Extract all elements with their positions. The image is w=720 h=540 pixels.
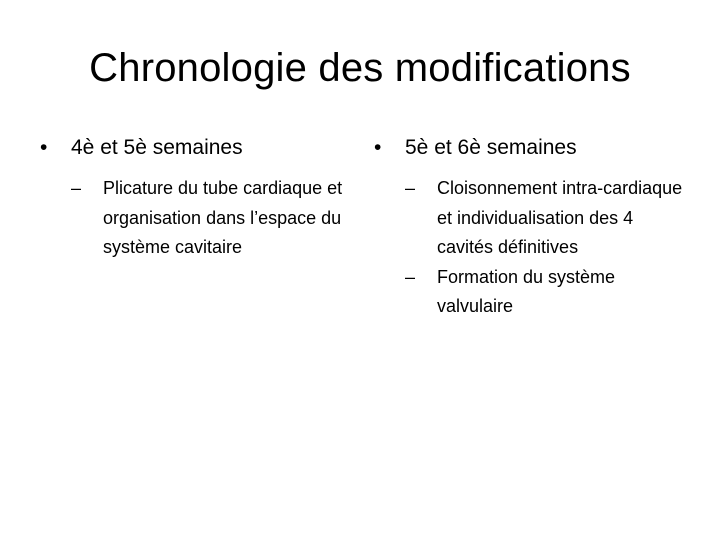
right-subitem-text: Cloisonnement intra-cardiaque et individualisation des 4 cavités définitives <box>437 178 683 257</box>
right-subitem <box>370 174 690 263</box>
left-subitem <box>36 174 346 263</box>
slide-title: Chronologie des modifications <box>89 46 631 90</box>
left-heading: 4è et 5è semaines <box>71 136 243 159</box>
left-bullet <box>36 130 346 166</box>
bullet-icon: • <box>40 136 48 159</box>
right-column <box>370 130 690 322</box>
dash-icon: – <box>405 266 416 287</box>
dash-icon: – <box>71 178 82 198</box>
left-column <box>36 130 346 263</box>
dash-icon: – <box>405 178 416 198</box>
left-subitem-text: Plicature du tube cardiaque et organisation dans l’espace du système cavitaire <box>103 178 343 257</box>
right-subitem <box>370 263 690 322</box>
right-subitem-text: Formation du système valvulaire <box>437 266 616 316</box>
right-heading: 5è et 6è semaines <box>405 136 577 159</box>
bullet-icon: • <box>374 136 382 159</box>
right-bullet <box>370 130 690 166</box>
